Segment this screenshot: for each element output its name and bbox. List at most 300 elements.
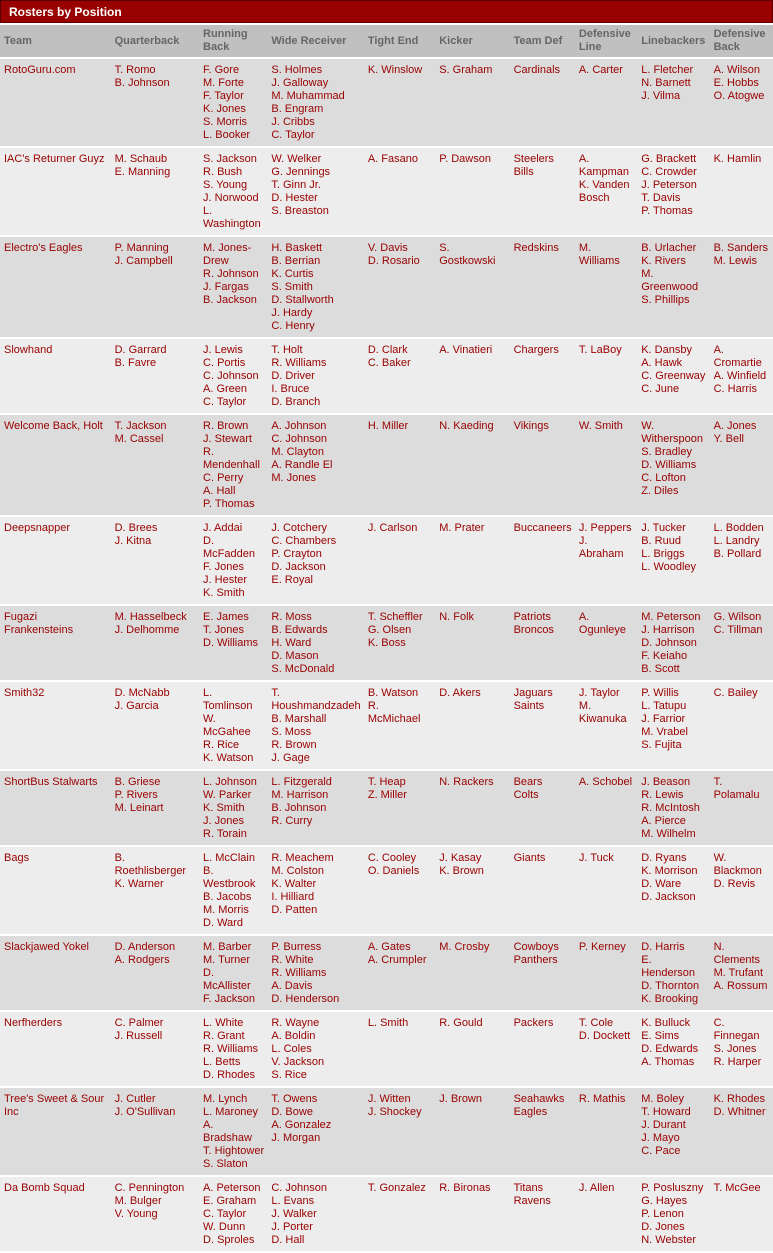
player-name: P. Burress [271,941,322,953]
player-name: R. Lewis [641,789,684,801]
player-name: R. Meachem [271,852,334,864]
cell-running-back [199,936,267,1010]
player-name: M. Lynch [203,1093,248,1105]
player-name: Jaguars [513,687,553,699]
player-name: E. Hobbs [713,77,759,89]
table-row [0,148,773,235]
player-name: P. Thomas [641,205,693,217]
team-name: ShortBus Stalwarts [4,776,98,788]
player-name: R. Grant [203,1030,245,1042]
player-name: B. Sanders [713,242,768,254]
page-title: Rosters by Position [0,0,773,23]
player-name: L. Evans [271,1195,315,1207]
player-name: M. Leinart [114,802,164,814]
cell-team [0,682,111,769]
player-name: B. Griese [114,776,161,788]
player-name: A. Johnson [271,420,327,432]
cell-quarterback [111,771,199,845]
cell-kicker [435,415,509,515]
player-name: J. Carlson [367,522,418,534]
player-name: R. Bush [203,166,243,178]
cell-defensive-line [575,1012,637,1086]
table-row [0,517,773,604]
cell-tight-end [364,1177,435,1251]
player-name: R. Brown [271,739,317,751]
player-name: M. Turner [203,954,251,966]
player-name: R. Harper [713,1056,762,1068]
cell-tight-end [364,771,435,845]
roster-table-body [0,59,773,1251]
cell-team [0,1012,111,1086]
player-name: B. Berrian [271,255,321,267]
cell-wide-receiver [267,517,363,604]
player-name: J. Fargas [203,281,249,293]
cell-quarterback [111,1012,199,1086]
player-name: Giants [513,852,546,864]
cell-quarterback [111,59,199,146]
table-row [0,606,773,680]
cell-wide-receiver [267,1177,363,1251]
player-name: B. Westbrook [203,865,256,890]
player-name: C. Harris [713,383,757,395]
player-name: D. Driver [271,370,315,382]
player-name: L. Washington [203,205,261,230]
player-name: Buccaneers [513,522,572,534]
cell-tight-end [364,1088,435,1175]
player-name: C. Tillman [713,624,763,636]
cell-kicker [435,1012,509,1086]
player-name: S. Breaston [271,205,329,217]
cell-kicker [435,1088,509,1175]
player-name: C. Pace [641,1145,681,1157]
player-name: M. Greenwood [641,268,699,293]
player-name: J. Kitna [114,535,152,547]
team-name: Bags [4,852,30,864]
player-name: M. Lewis [713,255,757,267]
cell-tight-end [364,59,435,146]
cell-wide-receiver [267,59,363,146]
cell-defensive-back [710,936,773,1010]
table-row [0,771,773,845]
player-name: P. Posluszny [641,1182,704,1194]
cell-kicker [435,847,509,934]
player-name: A. Gonzalez [271,1119,332,1131]
player-name: K. Rivers [641,255,686,267]
cell-linebackers [637,771,709,845]
cell-defensive-back [710,415,773,515]
player-name: J. Witten [367,1093,411,1105]
player-name: Bears [513,776,543,788]
player-name: J. Hardy [271,307,313,319]
cell-running-back [199,606,267,680]
player-name: E. Manning [114,166,171,178]
column-header-running-back: Running Back [199,25,267,57]
player-name: D. Ryans [641,852,687,864]
player-name: L. Smith [367,1017,409,1029]
cell-defensive-back [710,1012,773,1086]
player-name: T. Howard [641,1106,691,1118]
player-name: T. Ginn Jr. [271,179,321,191]
player-name: S. Moss [271,726,312,738]
player-name: J. Brown [439,1093,482,1105]
player-name: A. Rossum [713,980,768,992]
cell-defensive-line [575,237,637,337]
cell-defensive-line [575,936,637,1010]
player-name: P. Rivers [114,789,158,801]
player-name: F. Keiaho [641,650,688,662]
player-name: W. Blackmon [713,852,762,877]
column-header-team: Team [0,25,111,57]
player-name: Saints [513,700,545,712]
player-name: O. Atogwe [713,90,765,102]
player-name: D. Thornton [641,980,700,992]
cell-linebackers [637,1012,709,1086]
player-name: T. Cole [578,1017,614,1029]
player-name: C. Johnson [203,370,259,382]
player-name: P. Willis [641,687,679,699]
player-name: K. Vanden Bosch [578,179,630,204]
player-name: M. Cassel [114,433,164,445]
cell-kicker [435,237,509,337]
player-name: M. Kiwanuka [578,700,627,725]
table-row [0,1088,773,1175]
cell-defensive-back [710,771,773,845]
team-name: Tree's Sweet & Sour Inc [4,1093,105,1118]
player-name: C. Bailey [713,687,758,699]
player-name: Titans [513,1182,544,1194]
cell-team-def [510,1012,575,1086]
cell-defensive-line [575,1088,637,1175]
player-name: K. Watson [203,752,254,764]
player-name: A. Fasano [367,153,418,165]
player-name: D. Williams [203,637,259,649]
player-name: A. Randle El [271,459,333,471]
player-name: J. Mayo [641,1132,680,1144]
player-name: T. Owens [271,1093,318,1105]
cell-tight-end [364,936,435,1010]
player-name: K. Morrison [641,865,698,877]
cell-kicker [435,339,509,413]
player-name: R. Gould [439,1017,483,1029]
player-name: V. Young [114,1208,158,1220]
player-name: G. Olsen [367,624,412,636]
player-name: J. Durant [641,1119,686,1131]
player-name: M. Clayton [271,446,324,458]
player-name: R. Williams [203,1043,259,1055]
cell-kicker [435,606,509,680]
player-name: J. Peppers [578,522,632,534]
player-name: D. McAllister [203,967,251,992]
player-name: S. Gostkowski [439,242,496,267]
player-name: R. White [271,954,314,966]
cell-running-back [199,771,267,845]
cell-defensive-line [575,847,637,934]
cell-linebackers [637,682,709,769]
player-name: C. Taylor [203,1208,247,1220]
player-name: G. Jennings [271,166,331,178]
player-name: K. Walter [271,878,317,890]
player-name: L. Betts [203,1056,241,1068]
player-name: M. Boley [641,1093,685,1105]
cell-quarterback [111,1088,199,1175]
player-name: L. Bodden [713,522,764,534]
cell-kicker [435,517,509,604]
player-name: A. Gates [367,941,411,953]
player-name: T. Houshmandzadeh [271,687,361,712]
cell-quarterback [111,517,199,604]
player-name: L. Fitzgerald [271,776,332,788]
player-name: K. Hamlin [713,153,762,165]
column-header-defensive-line: Defensive Line [575,25,637,57]
player-name: A. Cromartie [713,344,762,369]
cell-team [0,606,111,680]
player-name: J. Russell [114,1030,163,1042]
player-name: J. Hester [203,574,248,586]
player-name: Cowboys [513,941,559,953]
player-name: M. Harrison [271,789,329,801]
player-name: D. Revis [713,878,756,890]
player-name: D. Edwards [641,1043,699,1055]
player-name: S. Phillips [641,294,690,306]
cell-team-def [510,339,575,413]
table-row [0,847,773,934]
player-name: M. Williams [578,242,620,267]
player-name: K. Curtis [271,268,314,280]
player-name: K. Winslow [367,64,423,76]
player-name: A. Peterson [203,1182,261,1194]
player-name: J. Kasay [439,852,482,864]
column-header-tight-end: Tight End [364,25,435,57]
player-name: R. Mathis [578,1093,626,1105]
player-name: Redskins [513,242,559,254]
player-name: R. Rice [203,739,240,751]
player-name: Ravens [513,1195,551,1207]
player-name: B. Urlacher [641,242,697,254]
player-name: D. Mason [271,650,319,662]
cell-team-def [510,682,575,769]
player-name: G. Hayes [641,1195,688,1207]
player-name: Cardinals [513,64,561,76]
player-name: M. Muhammad [271,90,345,102]
player-name: D. Dockett [578,1030,631,1042]
player-name: Eagles [513,1106,548,1118]
cell-running-back [199,682,267,769]
player-name: K. Dansby [641,344,692,356]
cell-wide-receiver [267,682,363,769]
player-name: L. Booker [203,129,251,141]
cell-kicker [435,682,509,769]
player-name: B. Engram [271,103,324,115]
column-header-quarterback: Quarterback [111,25,199,57]
player-name: P. Manning [114,242,169,254]
cell-team-def [510,148,575,235]
player-name: F. Taylor [203,90,244,102]
cell-tight-end [364,415,435,515]
player-name: R. McMichael [367,700,421,725]
player-name: D. Henderson [271,993,340,1005]
cell-wide-receiver [267,1012,363,1086]
player-name: H. Ward [271,637,312,649]
player-name: A. Boldin [271,1030,316,1042]
player-name: J. Stewart [203,433,252,445]
player-name: J. O'Sullivan [114,1106,176,1118]
player-name: S. Fujita [641,739,682,751]
player-name: A. Ogunleye [578,611,626,636]
cell-defensive-line [575,606,637,680]
player-name: S. Young [203,179,248,191]
cell-wide-receiver [267,415,363,515]
cell-tight-end [364,517,435,604]
player-name: J. Cutler [114,1093,156,1105]
cell-wide-receiver [267,606,363,680]
player-name: T. Jackson [114,420,167,432]
cell-defensive-back [710,339,773,413]
player-name: T. LaBoy [578,344,622,356]
cell-kicker [435,936,509,1010]
player-name: C. Taylor [203,396,247,408]
cell-wide-receiver [267,936,363,1010]
header-row [0,25,773,57]
player-name: K. Warner [114,878,164,890]
player-name: D. Stallworth [271,294,334,306]
player-name: C. Palmer [114,1017,164,1029]
table-row [0,59,773,146]
player-name: Seahawks [513,1093,565,1105]
player-name: L. McClain [203,852,255,864]
cell-defensive-back [710,606,773,680]
cell-running-back [199,1012,267,1086]
cell-tight-end [364,606,435,680]
player-name: K. Rhodes [713,1093,765,1105]
cell-defensive-back [710,59,773,146]
cell-defensive-line [575,682,637,769]
team-name: IAC's Returner Guyz [4,153,105,165]
player-name: J. Tucker [641,522,686,534]
player-name: L. Coles [271,1043,312,1055]
player-name: L. Landry [713,535,760,547]
table-row [0,339,773,413]
player-name: A. Carter [578,64,623,76]
player-name: D. Hall [271,1234,305,1246]
player-name: D. Whitner [713,1106,766,1118]
player-name: O. Daniels [367,865,420,877]
player-name: D. Akers [439,687,481,699]
player-name: W. Smith [578,420,623,432]
player-name: S. Bradley [641,446,692,458]
player-name: D. Johnson [641,637,697,649]
player-name: L. White [203,1017,244,1029]
player-name: I. Hilliard [271,891,315,903]
player-name: S. Slaton [203,1158,248,1170]
player-name: A. Rodgers [114,954,170,966]
player-name: S. Graham [439,64,493,76]
player-name: P. Thomas [203,498,255,510]
cell-defensive-line [575,1177,637,1251]
player-name: Bills [513,166,534,178]
player-name: D. Anderson [114,941,176,953]
player-name: J. Vilma [641,90,681,102]
player-name: Vikings [513,420,549,432]
player-name: M. Peterson [641,611,701,623]
cell-quarterback [111,237,199,337]
player-name: M. Barber [203,941,252,953]
cell-team-def [510,847,575,934]
player-name: B. Jacobs [203,891,252,903]
cell-team-def [510,1177,575,1251]
team-name: Slowhand [4,344,53,356]
cell-defensive-line [575,339,637,413]
player-name: E. Henderson [641,954,696,979]
player-name: D. Jackson [271,561,326,573]
player-name: J. Norwood [203,192,259,204]
player-name: S. Jones [713,1043,757,1055]
player-name: M. Jones [271,472,316,484]
cell-running-back [199,517,267,604]
cell-linebackers [637,237,709,337]
cell-wide-receiver [267,237,363,337]
player-name: D. McNabb [114,687,170,699]
player-name: J. Galloway [271,77,329,89]
cell-defensive-back [710,1177,773,1251]
player-name: K. Bulluck [641,1017,691,1029]
player-name: E. Graham [203,1195,257,1207]
player-name: D. Branch [271,396,321,408]
player-name: K. Jones [203,103,246,115]
player-name: A. Kampman [578,153,630,178]
cell-wide-receiver [267,1088,363,1175]
player-name: R. Williams [271,357,327,369]
player-name: C. Johnson [271,1182,328,1194]
cell-defensive-line [575,415,637,515]
player-name: B. Watson [367,687,419,699]
player-name: Broncos [513,624,554,636]
cell-running-back [199,847,267,934]
player-name: V. Davis [367,242,408,254]
cell-running-back [199,1177,267,1251]
player-name: J. Garcia [114,700,159,712]
cell-quarterback [111,682,199,769]
cell-team-def [510,517,575,604]
player-name: P. Dawson [439,153,491,165]
player-name: N. Webster [641,1234,697,1246]
cell-tight-end [364,1012,435,1086]
cell-defensive-back [710,682,773,769]
player-name: A. Davis [271,980,313,992]
player-name: M. Colston [271,865,324,877]
player-name: M. Bulger [114,1195,162,1207]
cell-running-back [199,59,267,146]
player-name: L. Tomlinson [203,687,253,712]
cell-kicker [435,148,509,235]
player-name: R. Bironas [439,1182,491,1194]
player-name: K. Smith [203,802,245,814]
cell-running-back [199,237,267,337]
cell-defensive-back [710,237,773,337]
player-name: W. Welker [271,153,322,165]
player-name: T. Davis [641,192,681,204]
player-name: A. Hawk [641,357,683,369]
player-name: J. Delhomme [114,624,180,636]
player-name: S. Smith [271,281,313,293]
player-name: D. Ward [203,917,243,929]
player-name: B. Ruud [641,535,681,547]
player-name: C. Finnegan [713,1017,760,1042]
player-name: D. Jackson [641,891,696,903]
table-row [0,936,773,1010]
cell-defensive-back [710,847,773,934]
player-name: W. Witherspoon [641,420,703,445]
player-name: A. Green [203,383,248,395]
